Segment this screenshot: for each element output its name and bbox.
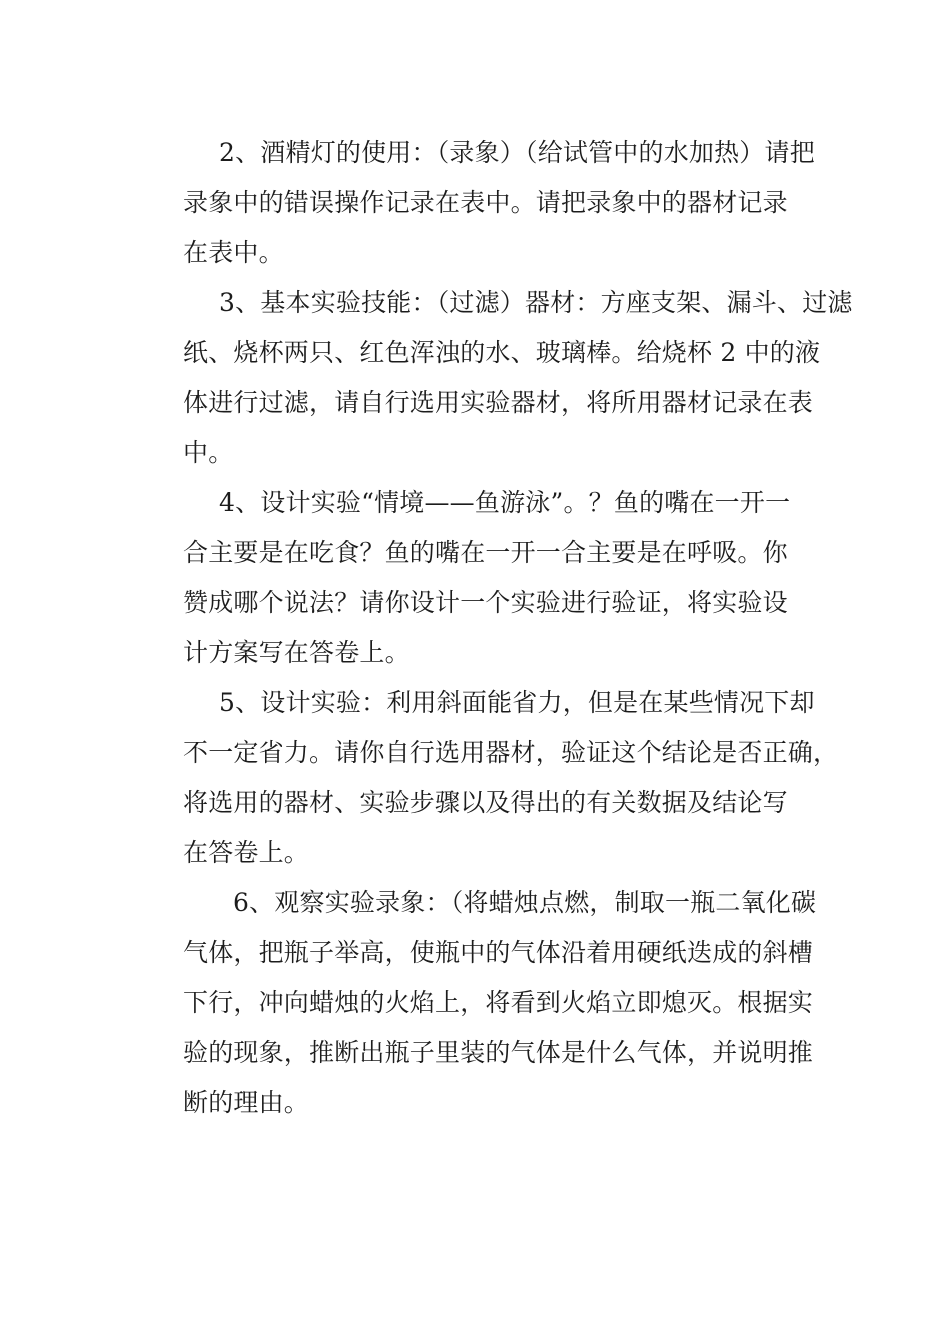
paragraph-line: 验的现象，推断出瓶子里装的气体是什么气体，并说明推 — [183, 1038, 814, 1067]
paragraph-line: 纸、烧杯两只、红色浑浊的水、玻璃棒。给烧杯 2 中的液 — [183, 338, 821, 367]
paragraph-candle-video — [183, 878, 823, 1128]
paragraph-line: 计方案写在答卷上。 — [183, 638, 410, 667]
paragraph-line: 赞成哪个说法？请你设计一个实验进行验证，将实验设 — [183, 588, 788, 617]
paragraph-line: 3、基本实验技能：（过滤）器材：方座支架、漏斗、过滤 — [219, 288, 853, 317]
paragraph-line: 中。 — [183, 438, 234, 467]
paragraph-alcohol-lamp — [183, 128, 823, 278]
paragraph-line: 下行，冲向蜡烛的火焰上，将看到火焰立即熄灭。根据实 — [183, 988, 814, 1017]
paragraph-line: 在答卷上。 — [183, 838, 310, 867]
paragraph-inclined-plane — [183, 678, 839, 878]
paragraph-line: 体进行过滤，请自行选用实验器材，将所用器材记录在表 — [183, 388, 814, 417]
paragraph-line: 4、设计实验“情境——鱼游泳”。？鱼的嘴在一开一 — [219, 488, 791, 517]
paragraph-line: 在表中。 — [183, 238, 284, 267]
paragraph-filtration — [183, 278, 853, 478]
paragraph-line: 录象中的错误操作记录在表中。请把录象中的器材记录 — [183, 188, 788, 217]
paragraph-line: 断的理由。 — [183, 1088, 310, 1117]
document-body — [183, 128, 853, 1128]
paragraph-line: 2、酒精灯的使用：（录象）（给试管中的水加热）请把 — [219, 138, 815, 167]
paragraph-line: 将选用的器材、实验步骤以及得出的有关数据及结论写 — [183, 788, 788, 817]
paragraph-line: 合主要是在吃食？鱼的嘴在一开一合主要是在呼吸。你 — [183, 538, 788, 567]
paragraph-line: 5、设计实验：利用斜面能省力，但是在某些情况下却 — [219, 688, 815, 717]
paragraph-fish-experiment — [183, 478, 823, 678]
paragraph-line: 不一定省力。请你自行选用器材，验证这个结论是否正确， — [183, 738, 839, 767]
paragraph-line: 6、观察实验录象：（将蜡烛点燃，制取一瓶二氧化碳 — [233, 888, 817, 917]
paragraph-line: 气体，把瓶子举高，使瓶中的气体沿着用硬纸迭成的斜槽 — [183, 938, 814, 967]
